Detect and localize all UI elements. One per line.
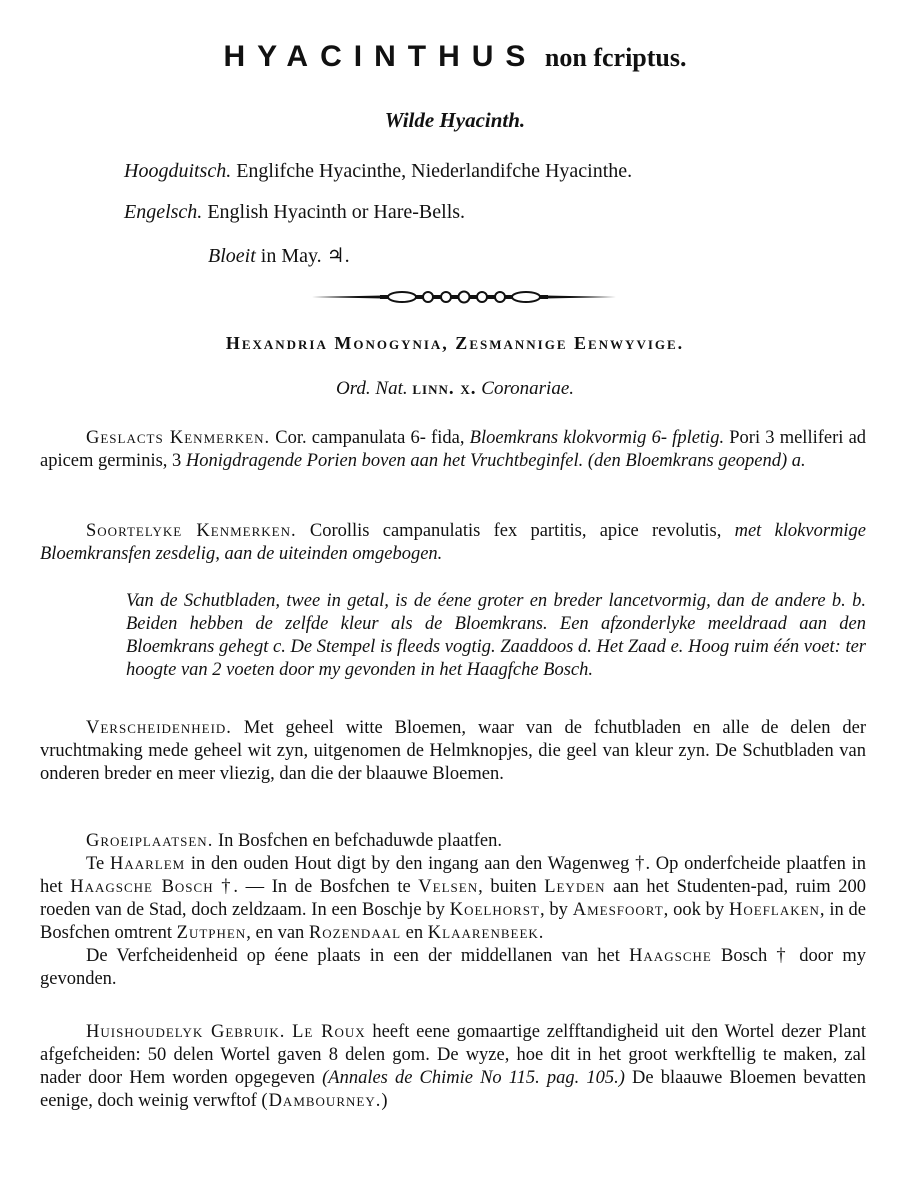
habitat-text: , by bbox=[539, 900, 568, 920]
habitat-text: , buiten bbox=[478, 877, 537, 897]
common-name: Wilde Hyacinth. bbox=[384, 108, 526, 132]
linnaean-class: Hexandria Monogynia, Zesmannige Eenwyvige. bbox=[225, 333, 685, 353]
habitat-text: †. — In de Bosfchen te bbox=[221, 877, 411, 897]
ornamental-rule bbox=[312, 289, 616, 305]
genus-dutch-2: Honigdragende Porien boven aan het Vruchtbeginfel. (den Bloemkrans geopend) a. bbox=[185, 451, 806, 471]
uses-reference: (Annales de Chimie No 115. pag. 105.) bbox=[322, 1068, 625, 1088]
english-value: English Hyacinth or Hare-Bells. bbox=[207, 201, 466, 223]
variety-text: Met geheel witte Bloemen, waar van de fchutbladen en alle de delen der vruchtmaking mede geheel wit zyn, uitgenomen de Helmknopjes, die geel van kleur zyn. De Schutbladen van onderen breder en meer vliezig, dan die der blaauwe Bloemen. bbox=[40, 718, 867, 784]
author-le-roux: Le Roux bbox=[292, 1022, 366, 1042]
genus-dutch-1: Bloemkrans klokvormig 6- fpletig. bbox=[469, 428, 725, 448]
bloom-line bbox=[208, 243, 350, 268]
uses-heading: Huishoudelyk Gebruik. bbox=[86, 1022, 286, 1042]
habitat-text: , in de Bosfchen omtrent bbox=[40, 900, 867, 943]
order-name: Coronariae. bbox=[481, 378, 574, 399]
place-hoeflaken: Hoeflaken bbox=[728, 900, 820, 920]
habitat-variety-line bbox=[40, 945, 866, 991]
english-label: Engelsch. bbox=[124, 201, 203, 223]
habitat-text: . bbox=[538, 923, 544, 943]
place-zutphen: Zutphen bbox=[176, 923, 247, 943]
page-title bbox=[0, 40, 910, 74]
habitat-text: Bosch † door my gevonden. bbox=[40, 946, 866, 989]
place-leyden: Leyden bbox=[544, 877, 606, 897]
habitat-text: en bbox=[405, 923, 424, 943]
species-name: non fcriptus. bbox=[544, 43, 687, 72]
genus-characters-paragraph bbox=[40, 427, 866, 473]
german-name-line bbox=[124, 160, 632, 183]
habitat-text: , en van bbox=[246, 923, 305, 943]
bloom-label: Bloeit bbox=[208, 245, 256, 267]
variety-heading: Verscheidenheid. bbox=[86, 718, 232, 738]
habitat-intro-line bbox=[40, 830, 866, 853]
species-latin: Corollis campanulatis fex partitis, apice revolutis, bbox=[309, 521, 722, 541]
place-klaarenbeek: Klaarenbeek bbox=[427, 923, 539, 943]
habitat-text: Te bbox=[86, 854, 105, 874]
habitat-text: , ook by bbox=[663, 900, 725, 920]
habitat-heading: Groeiplaatsen. bbox=[86, 831, 214, 851]
uses-text-1: heeft eene gomaartige zelfftandigheid uit den Wortel dezer Plant afgefcheiden: 50 delen Wortel gaven 8 delen gom. De wyze, hoe dit in het groot werkftellig te maken, zal nader door Hem worden opgegeven bbox=[40, 1022, 867, 1088]
habitat-intro: In Bosfchen en befchaduwde plaatfen. bbox=[217, 831, 503, 851]
genus-latin-1: Cor. campanulata 6- fida, bbox=[275, 428, 465, 448]
genus-latin-2: Pori 3 melliferi ad apicem germinis, 3 bbox=[40, 428, 867, 471]
description-paragraph: Van de Schutbladen, twee in getal, is de éene groter en breder lancetvormig, dan de andere b. b. Beiden hebben de zelfde kleur als de Bloemkrans. Een afzonderlyke meeldraad aan den Bloemkrans gehegt c. De Stempel is fleeds vogtig. Zaaddoos d. Het Zaad e. Hoog ruim één voet: ter hoogte van 2 voeten door my gevonden in het Haagfche Bosch. bbox=[126, 591, 866, 680]
place-rozendaal: Rozendaal bbox=[308, 923, 402, 943]
uses-paragraph bbox=[40, 1021, 866, 1113]
variety-paragraph bbox=[40, 717, 866, 786]
place-haagsche-bosch: Haagsche Bosch bbox=[70, 877, 214, 897]
order-linn: linn. x. bbox=[412, 378, 477, 399]
species-characters-paragraph bbox=[40, 520, 866, 566]
habitat-text: De Verfcheidenheid op éene plaats in een der middellanen van het bbox=[86, 946, 620, 966]
place-velsen: Velsen bbox=[418, 877, 479, 897]
place-koelhorst: Koelhorst bbox=[449, 900, 540, 920]
order-prefix: Ord. Nat. bbox=[336, 378, 408, 399]
species-dutch: met klokvormige Bloemkransfen zesdelig, aan de uiteinden omgebogen. bbox=[40, 521, 866, 564]
place-haagsche: Haagsche bbox=[629, 946, 712, 966]
german-value: Englifche Hyacinthe, Niederlandifche Hyacinthe. bbox=[236, 160, 633, 182]
place-amesfoort: Amesfoort bbox=[572, 900, 664, 920]
habitat-paragraph bbox=[40, 830, 866, 991]
author-dambourney: (Dambourney.) bbox=[261, 1091, 389, 1111]
place-haarlem: Haarlem bbox=[109, 854, 186, 874]
genus-characters-heading: Geslacts Kenmerken. bbox=[86, 428, 271, 448]
habitat-text: in den ouden Hout digt by den ingang aan den Wagenweg †. Op onderfcheide plaatfen in het bbox=[40, 854, 867, 897]
german-label: Hoogduitsch. bbox=[124, 160, 232, 182]
bloom-value: in May. ♃. bbox=[260, 245, 350, 267]
habitat-text: aan het Studenten-pad, ruim 200 roeden van de Stad, doch zeldzaam. In een Boschje by bbox=[40, 877, 867, 920]
english-name-line bbox=[124, 201, 465, 224]
species-characters-heading: Soortelyke Kenmerken. bbox=[86, 521, 297, 541]
genus-name: HYACINTHUS bbox=[223, 40, 538, 73]
natural-order bbox=[0, 378, 910, 400]
habitat-locations bbox=[40, 853, 866, 945]
uses-text-2: De blaauwe Bloemen bevatten eenige, doch weinig verwftof bbox=[40, 1068, 866, 1111]
